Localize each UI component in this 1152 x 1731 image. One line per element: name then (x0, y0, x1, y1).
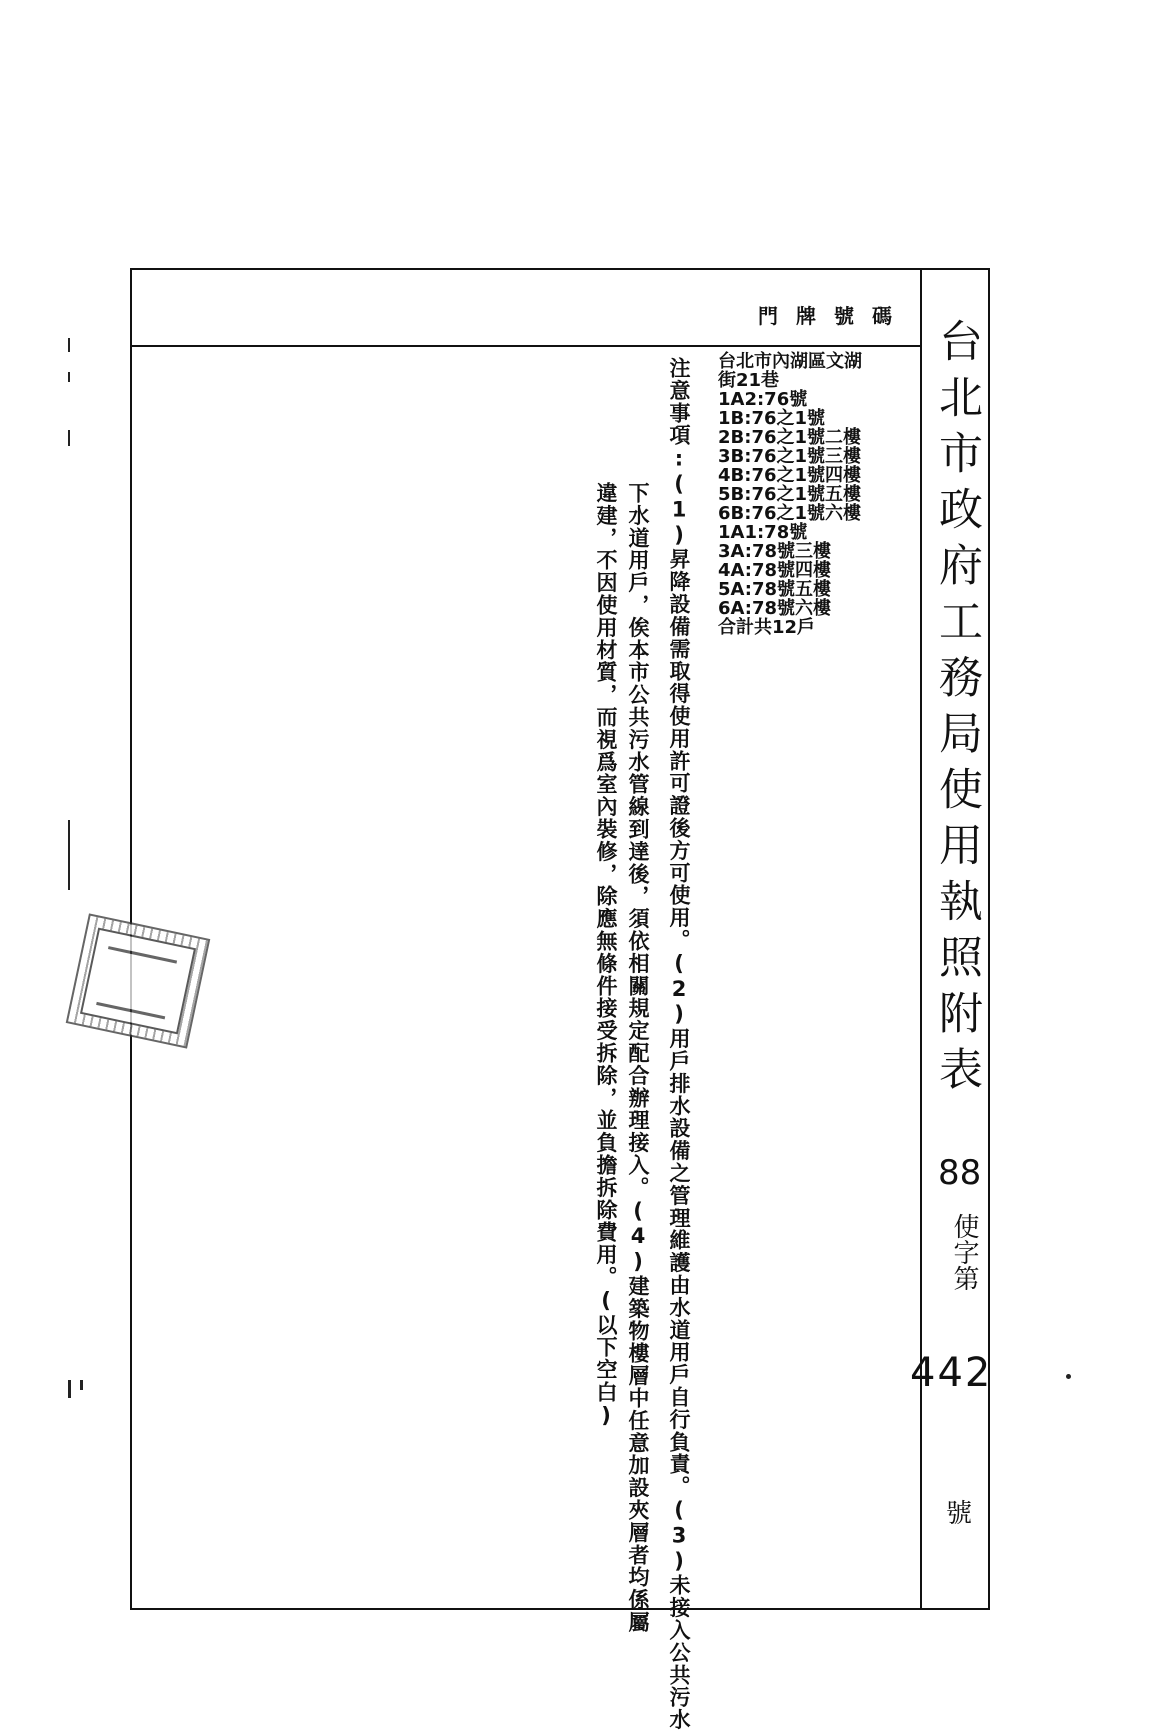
permit-suffix: 號 (946, 1499, 973, 1529)
seal-stamp (66, 913, 211, 1048)
address-line: 街21巷 (718, 370, 780, 391)
permit-number: 442 (910, 1350, 993, 1396)
scan-mark (68, 820, 70, 890)
address-line: 合計共12戶 (718, 617, 816, 638)
address-line: 4A:78號四樓 (718, 560, 832, 581)
header-divider (130, 345, 920, 347)
address-line: 5B:76之1號五樓 (718, 484, 862, 505)
address-line: 2B:76之1號二樓 (718, 427, 862, 448)
permit-type: 使字第 (949, 1213, 979, 1291)
address-line: 3B:76之1號三樓 (718, 446, 862, 467)
scan-mark (68, 338, 70, 352)
address-line: 6B:76之1號六樓 (718, 503, 862, 524)
scan-mark (68, 1380, 71, 1398)
document-title: 台北市政府工務局使用執照附表 (931, 318, 982, 1102)
scan-mark (68, 372, 70, 382)
address-line: 1B:76之1號 (718, 408, 826, 429)
address-line: 4B:76之1號四樓 (718, 465, 862, 486)
notes-column-3: 違建，不因使用材質，而視爲室內裝修，除應無條件接受拆除，並負擔拆除費用。(以下空白) (594, 482, 618, 1429)
notes-column-1: 注意事項:(1)昇降設備需取得使用許可證後方可使用。(2)用戶排水設備之管理維護由水道用戶自行負責。(3)未接入公共污水 (667, 357, 691, 1731)
scan-mark (80, 1380, 83, 1390)
address-line: 1A2:76號 (718, 389, 808, 410)
address-line: 6A:78號六樓 (718, 598, 832, 619)
permit-year: 88 (938, 1153, 982, 1193)
address-line: 3A:78號三樓 (718, 541, 832, 562)
address-list (718, 352, 908, 637)
title-divider (920, 268, 922, 1610)
address-line: 1A1:78號 (718, 522, 808, 543)
notes-column-2: 下水道用戶，俟本市公共污水管線到達後，須依相關規定配合辦理接入。(4)建築物樓層中任意加設夾層者均係屬 (626, 482, 650, 1634)
address-line: 5A:78號五樓 (718, 579, 832, 600)
scan-mark (1066, 1374, 1071, 1379)
address-header: 門牌號碼 (758, 304, 910, 328)
scan-mark (68, 430, 70, 446)
address-line: 台北市內湖區文湖 (718, 351, 862, 372)
